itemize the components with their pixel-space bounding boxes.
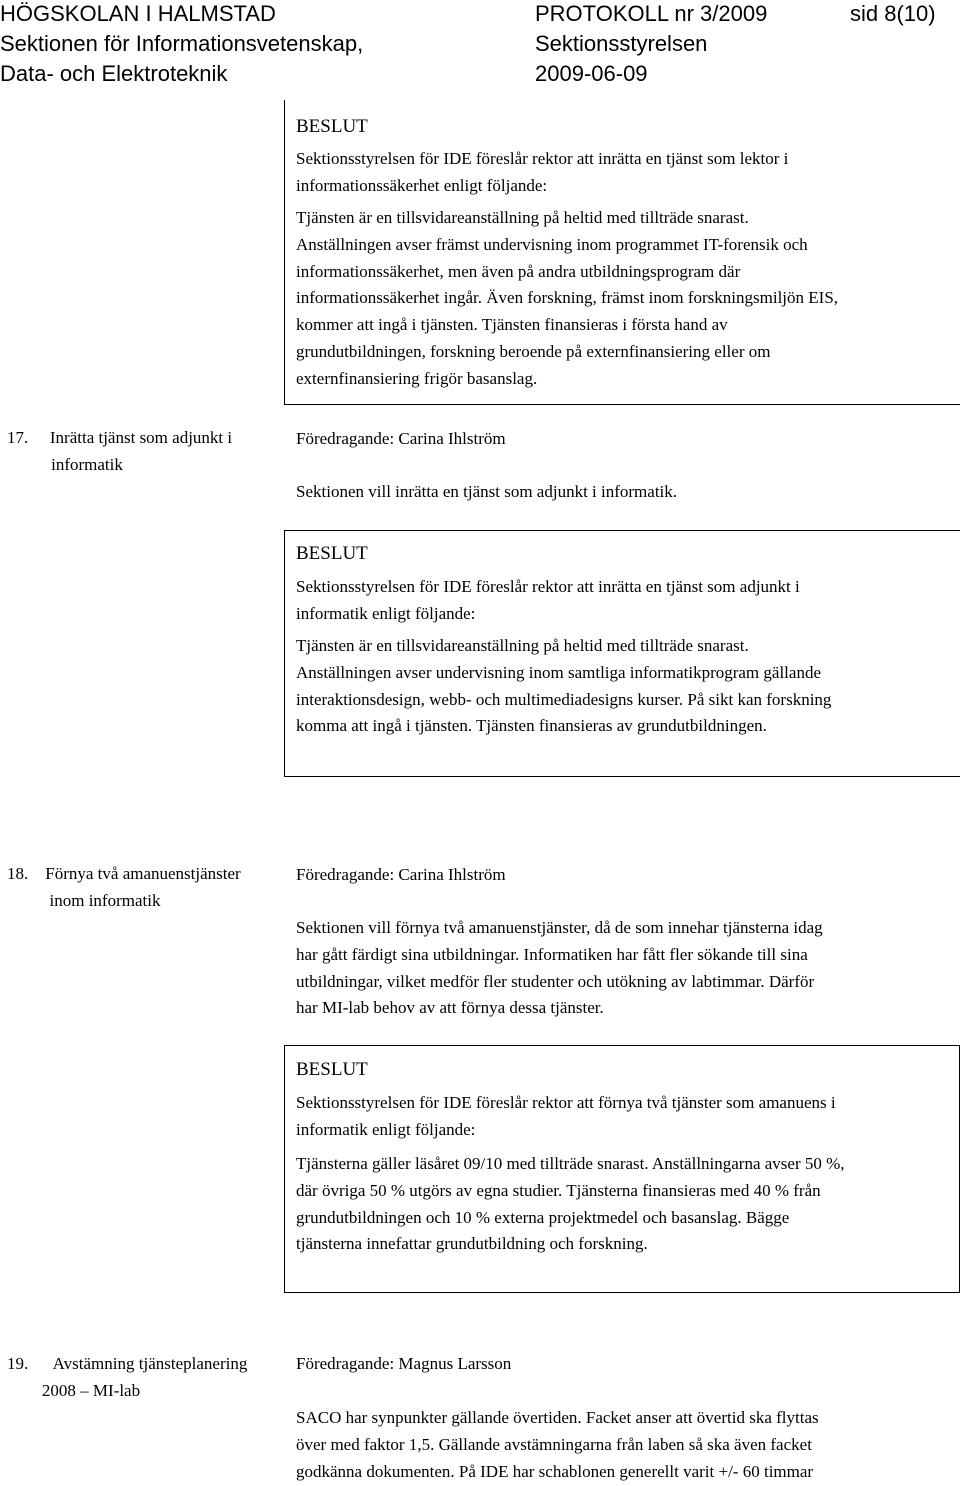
item-description-line: Sektionen vill förnya två amanuenstjänster, då de som innehar tjänsterna idag [296, 918, 823, 937]
org-name: HÖGSKOLAN I HALMSTAD [0, 1, 276, 26]
decision-body-line: tjänsterna innefattar grundutbildning och forskning. [296, 1234, 648, 1254]
item-title: Förnya två amanuenstjänster [45, 864, 241, 883]
item-description-line: SACO har synpunkter gällande övertiden. Facket anser att övertid ska flyttas [296, 1408, 819, 1427]
item-title: informatik [51, 455, 123, 474]
decision-body-line: interaktionsdesign, webb- och multimediadesigns kurser. På sikt kan forskning [296, 689, 832, 709]
item-title: Avstämning tjänsteplanering [52, 1354, 248, 1373]
item-description-line: har MI-lab behov av att förnya dessa tjänster. [296, 998, 604, 1018]
item-description-line: har gått färdigt sina utbildningar. Informatiken har fått fler sökande till sina [296, 944, 808, 964]
decision-heading: BESLUT [296, 543, 368, 564]
decision-intro-line: informatik enligt följande: [296, 1119, 476, 1139]
item-description: Sektionen vill inrätta en tjänst som adjunkt i informatik. [296, 482, 678, 501]
decision-body-line: komma att ingå i tjänsten. Tjänsten finansieras av grundutbildningen. [296, 716, 767, 736]
decision-body-line: Tjänsterna gäller läsåret 09/10 med tillträde snarast. Anställningarna avser 50 %, [296, 1154, 845, 1173]
decision-intro-line: Sektionsstyrelsen för IDE föreslår rektor att förnya två tjänster som amanuens i [296, 1093, 836, 1112]
decision-intro-line: Sektionsstyrelsen för IDE föreslår rektor att inrätta en tjänst som adjunkt i [296, 577, 800, 596]
presenter: Föredragande: Magnus Larsson [296, 1354, 512, 1373]
item-title: Inrätta tjänst som adjunkt i [49, 428, 233, 447]
decision-body-line: externfinansiering frigör basanslag. [296, 368, 538, 388]
item-description-line: över med faktor 1,5. Gällande avstämningarna från laben så ska även facket [296, 1434, 812, 1454]
decision-intro-line: informatik enligt följande: [296, 603, 476, 623]
presenter: Föredragande: Carina Ihlström [296, 429, 506, 448]
decision-intro-line: informationssäkerhet enligt följande: [296, 175, 548, 195]
item-title: 2008 – MI-lab [41, 1381, 141, 1400]
decision-intro-line: Sektionsstyrelsen för IDE föreslår rektor att inrätta en tjänst som lektor i [296, 149, 789, 168]
presenter: Föredragande: Carina Ihlström [296, 865, 506, 884]
decision-body-line: informationssäkerhet, men även på andra utbildningsprogram där [296, 261, 741, 281]
item-number: 17. [7, 428, 29, 447]
decision-body-line: Tjänsten är en tillsvidareanställning på heltid med tillträde snarast. [296, 208, 749, 227]
item-description-line: utbildningar, vilket medför fler studenter och utökning av labtimmar. Därför [296, 971, 815, 991]
protocol-number: PROTOKOLL nr 3/2009 [535, 1, 768, 26]
decision-body-line: informationssäkerhet ingår. Även forskning, främst inom forskningsmiljön EIS, [296, 288, 839, 308]
meeting-date: 2009-06-09 [535, 61, 648, 86]
decision-body-line: Tjänsten är en tillsvidareanställning på heltid med tillträde snarast. [296, 636, 749, 655]
item-number: 18. [7, 864, 29, 883]
decision-body-line: där övriga 50 % utgörs av egna studier. Tjänsterna finansieras med 40 % från [296, 1180, 821, 1200]
section-name: Sektionen för Informationsvetenskap, [0, 31, 364, 56]
decision-body-line: kommer att ingå i tjänsten. Tjänsten finansieras i första hand av [296, 315, 728, 335]
item-description-line: godkänna dokumenten. På IDE har schablonen generellt varit +/- 60 timmar [296, 1461, 814, 1481]
decision-body-line: grundutbildningen och 10 % externa projektmedel och basanslag. Bägge [296, 1207, 790, 1227]
decision-heading: BESLUT [296, 1059, 368, 1080]
department-name: Data- och Elektroteknik [0, 61, 228, 86]
page-number: sid 8(10) [850, 1, 936, 26]
decision-body-line: grundutbildningen, forskning beroende på externfinansiering eller om [296, 342, 771, 361]
item-title: inom informatik [49, 891, 161, 910]
decision-body-line: Anställningen avser undervisning inom samtliga informatikprogram gällande [296, 662, 821, 682]
decision-heading: BESLUT [296, 116, 368, 137]
decision-body-line: Anställningen avser främst undervisning inom programmet IT-forensik och [296, 234, 808, 254]
board-name: Sektionsstyrelsen [535, 31, 708, 56]
item-number: 19. [7, 1354, 29, 1373]
